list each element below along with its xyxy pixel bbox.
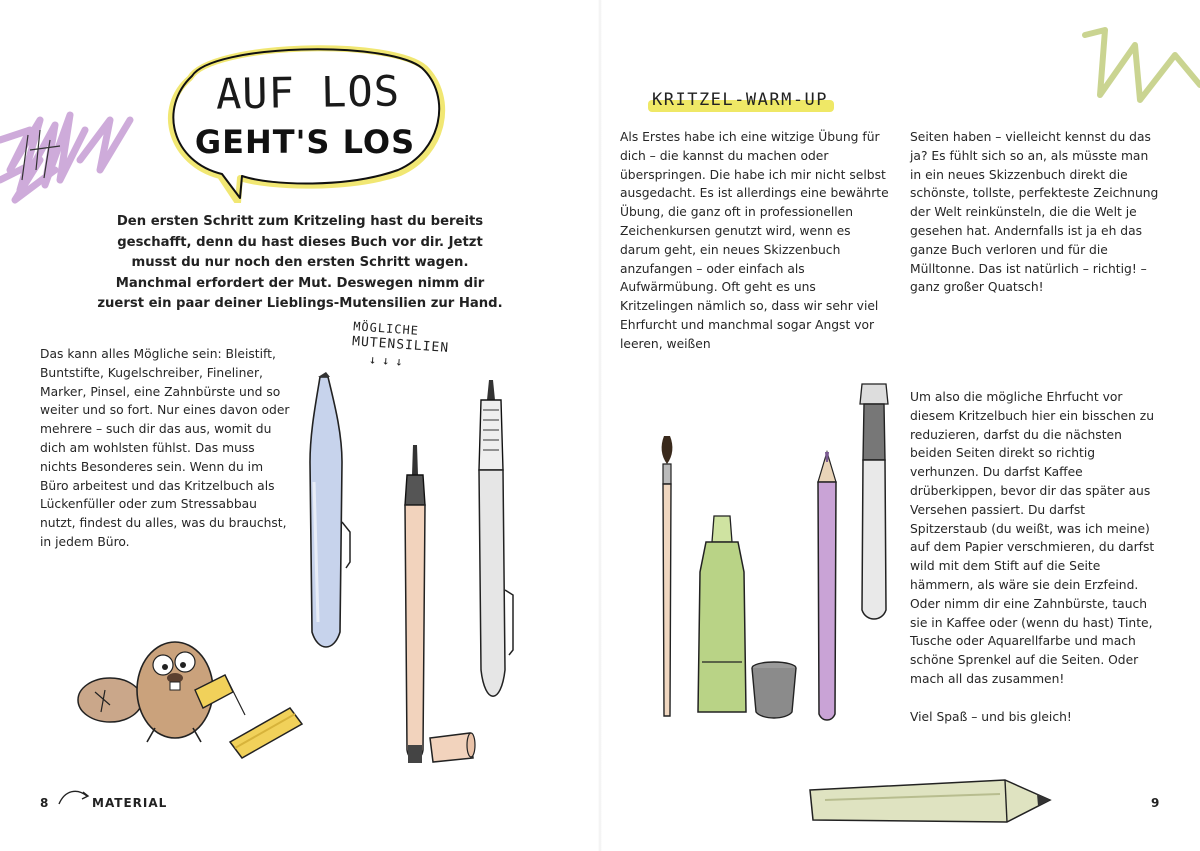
- pen-cap-illustration: [425, 728, 485, 768]
- page-number-left: 8: [40, 796, 49, 810]
- ink-pot-illustration: [748, 660, 800, 720]
- marker-illustration: [854, 380, 896, 625]
- lying-pencil-illustration: [805, 770, 1055, 830]
- text-column-3-paragraph-2: Viel Spaß – und bis gleich!: [910, 709, 1072, 724]
- page-number-right: 9: [1151, 796, 1160, 810]
- pens-handwritten-label: [350, 318, 463, 374]
- arrow-icon: [55, 786, 93, 808]
- text-column-1: Als Erstes habe ich eine witzige Übung für dich – die kannst du machen oder überspringen. Die habe ich mir nicht selbst ausgedacht. Es ist allerdings eine bewährte Übung, die ganz oft in professionellen Zeichenkursen genutzt wird, wenn es darum geht, ein neues Skizzenbuch anzufangen – oder einfach als Aufwärmübung. Oft geht es uns Kritzelingen nämlich so, dass wir sehr viel Ehrfurcht und manchmal sogar Angst vor leeren, weißen: [620, 130, 889, 351]
- title-line-1: AUF LOS: [215, 66, 401, 119]
- right-page: [600, 0, 1200, 851]
- purple-scribble: [0, 100, 140, 210]
- mechanical-pencil-illustration: [465, 380, 525, 710]
- section-title: [652, 90, 828, 110]
- speech-bubble: [150, 38, 450, 203]
- text-column-2: Seiten haben – vielleicht kennst du das ja? Es fühlt sich so an, als müsste man in ein neues Skizzenbuch direkt die schönste, tollste, perfekteste Zeichnung der Welt reinkünsteln, die die Welt je gesehen hat. Andernfalls ist ja eh das ganze Buch verloren und für die Mülltonne. Das ist natürlich – richtig! – ganz großer Quatsch!: [910, 130, 1159, 295]
- fineliner-illustration: [395, 445, 435, 775]
- intro-paragraph: Den ersten Schritt zum Kritzeling hast du bereits geschafft, denn du hast dieses Buch vor dir. Jetzt musst du nur noch den ersten Schritt wagen. Manchmal erfordert der Mut. Deswegen nimm dir zuerst ein paar deiner Lieblings-Mutensilien zur Hand.: [97, 214, 503, 311]
- left-body-paragraph: Das kann alles Mögliche sein: Bleistift, Buntstifte, Kugelschreiber, Fineliner, Marker, Pinsel, eine Zahnbürste und so weiter und so fort. Nur eines davon oder mehrere – such dir das aus, womit du dich am wohlsten fühlst. Das muss nichts Besonderes sein. Wenn du im Büro arbeitest und das Kritzelbuch als Lückenfüller oder zum Stressabbau nutzt, findest du alles, was du brauchst, in jedem Büro.: [40, 347, 290, 549]
- green-scribble: [1080, 25, 1200, 110]
- blue-pen-illustration: [298, 372, 358, 662]
- yellow-pencil-piece-illustration: [220, 700, 310, 760]
- text-column-3-paragraph-1: Um also die mögliche Ehrfucht vor diesem Kritzelbuch hier ein bisschen zu reduzieren, darfst du die nächsten beiden Seiten direkt so richtig verhunzen. Du darfst Kaffee drüberkippen, bevor dir das später aus Versehen passiert. Du darfst Spitzerstaub (du weißt, was ich meine) auf dem Papier verschmieren, du darfst wild mit dem Stift auf die Seite hämmern, als wäre sie dein Erzfeind. Oder nimm dir eine Zahnbürste, tauch sie in Kaffee oder (wenn du hast) Tinte, Tusche oder Aquarellfarbe und mach schöne Sprenkel auf die Seiten. Oder mach all das zusammen!: [910, 390, 1155, 686]
- highlighter-illustration: [692, 512, 754, 722]
- title-line-2: GEHT'S LOS: [194, 123, 416, 161]
- purple-pencil-illustration: [812, 452, 842, 722]
- brush-illustration: [652, 436, 682, 721]
- section-footer-label: MATERIAL: [92, 796, 168, 810]
- text-column-3: [910, 388, 1160, 745]
- pens-label-line-1: MÖGLICHE: [352, 319, 420, 338]
- section-title-text: KRITZEL-WARM-UP: [652, 90, 829, 110]
- pens-label-line-2: MUTENSILIEN: [351, 334, 450, 356]
- pens-label-arrows: ↓↓↓: [368, 352, 410, 370]
